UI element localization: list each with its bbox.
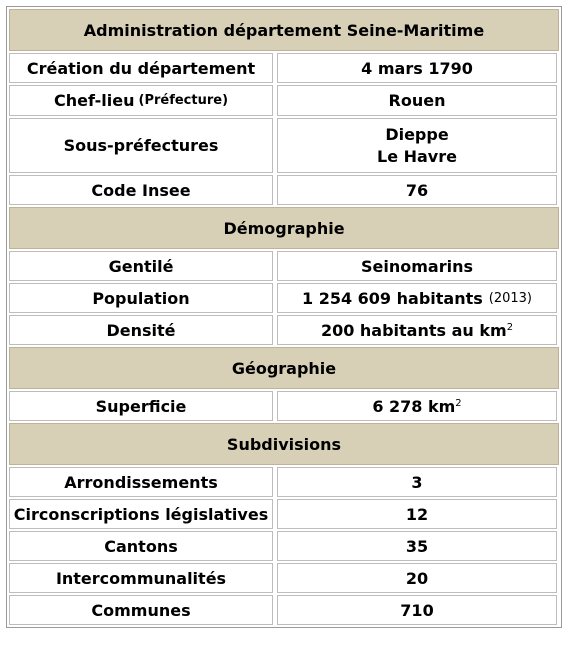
cantons-value: 35 bbox=[405, 536, 429, 556]
superficie-value bbox=[277, 391, 557, 421]
geographie-title: Géographie bbox=[231, 358, 337, 378]
subdivision-row bbox=[9, 467, 559, 497]
superficie-value-line bbox=[372, 397, 461, 416]
demographie-header bbox=[9, 207, 559, 249]
administration-title: Administration département Seine-Maritime bbox=[83, 20, 485, 40]
sous-prefectures-label bbox=[9, 118, 273, 173]
densite-value bbox=[277, 315, 557, 345]
code-insee-value-text: 76 bbox=[405, 180, 429, 200]
code-insee-label-text: Code Insee bbox=[91, 180, 191, 200]
population-value bbox=[277, 283, 557, 313]
communes-label: Communes bbox=[91, 600, 191, 620]
sous-prefectures-value bbox=[277, 118, 557, 173]
sous-prefecture-2: Le Havre bbox=[377, 146, 457, 166]
arrondissements-label: Arrondissements bbox=[64, 472, 218, 492]
intercommunalites-value: 20 bbox=[405, 568, 429, 588]
creation-label bbox=[9, 53, 273, 83]
chef-lieu-label-text: Chef-lieu bbox=[53, 91, 135, 110]
subdivision-label bbox=[9, 563, 273, 593]
circonscriptions-value: 12 bbox=[405, 504, 429, 524]
creation-label-text: Création du département bbox=[26, 58, 256, 78]
subdivision-value bbox=[277, 595, 557, 625]
chef-lieu-value bbox=[277, 85, 557, 116]
creation-row bbox=[9, 53, 559, 83]
population-label-text: Population bbox=[92, 288, 190, 308]
superficie-label bbox=[9, 391, 273, 421]
subdivision-row bbox=[9, 595, 559, 625]
superficie-value-text: 6 278 km bbox=[372, 396, 456, 416]
superficie-label-text: Superficie bbox=[95, 396, 187, 416]
subdivision-label bbox=[9, 467, 273, 497]
densite-value-text: 200 habitants au km bbox=[320, 320, 507, 340]
superficie-row bbox=[9, 391, 559, 421]
gentile-value bbox=[277, 251, 557, 281]
subdivision-row bbox=[9, 563, 559, 593]
superficie-superscript: 2 bbox=[455, 397, 462, 409]
subdivision-label bbox=[9, 531, 273, 561]
subdivision-label bbox=[9, 595, 273, 625]
sous-prefectures-row bbox=[9, 118, 559, 173]
subdivision-row bbox=[9, 499, 559, 529]
gentile-label bbox=[9, 251, 273, 281]
gentile-row bbox=[9, 251, 559, 281]
densite-superscript: 2 bbox=[506, 321, 514, 333]
densite-row bbox=[9, 315, 559, 345]
creation-value bbox=[277, 53, 557, 83]
subdivision-value bbox=[277, 531, 557, 561]
seine-maritime-infobox bbox=[6, 6, 562, 628]
densite-value-line bbox=[321, 321, 513, 340]
subdivision-value bbox=[277, 467, 557, 497]
sous-prefectures-label-text: Sous-préfectures bbox=[63, 136, 219, 155]
intercommunalites-label: Intercommunalités bbox=[55, 568, 227, 588]
chef-lieu-row bbox=[9, 85, 559, 116]
subdivision-value bbox=[277, 563, 557, 593]
gentile-value-text: Seinomarins bbox=[361, 256, 473, 276]
sous-prefecture-1: Dieppe bbox=[385, 124, 449, 144]
cantons-label: Cantons bbox=[104, 536, 178, 556]
densite-label-text: Densité bbox=[106, 320, 176, 340]
population-value-line bbox=[302, 289, 532, 308]
code-insee-row bbox=[9, 175, 559, 205]
gentile-label-text: Gentilé bbox=[108, 256, 174, 276]
subdivision-row bbox=[9, 531, 559, 561]
densite-label bbox=[9, 315, 273, 345]
chef-lieu-value-text: Rouen bbox=[388, 91, 446, 110]
arrondissements-value: 3 bbox=[411, 472, 423, 492]
subdivisions-title: Subdivisions bbox=[226, 434, 342, 454]
population-value-text: 1 254 609 habitants bbox=[301, 288, 483, 308]
chef-lieu-label bbox=[9, 85, 273, 116]
chef-lieu-qualifier: (Préfecture) bbox=[138, 93, 229, 108]
code-insee-value bbox=[277, 175, 557, 205]
subdivision-value bbox=[277, 499, 557, 529]
creation-value-text: 4 mars 1790 bbox=[361, 58, 473, 78]
population-row bbox=[9, 283, 559, 313]
communes-value: 710 bbox=[400, 600, 434, 620]
population-label bbox=[9, 283, 273, 313]
code-insee-label bbox=[9, 175, 273, 205]
administration-header bbox=[9, 9, 559, 51]
subdivision-label bbox=[9, 499, 273, 529]
subdivisions-header bbox=[9, 423, 559, 465]
population-year: (2013) bbox=[488, 290, 532, 306]
circonscriptions-label: Circonscriptions législatives bbox=[13, 504, 269, 524]
geographie-header bbox=[9, 347, 559, 389]
demographie-title: Démographie bbox=[223, 218, 345, 238]
